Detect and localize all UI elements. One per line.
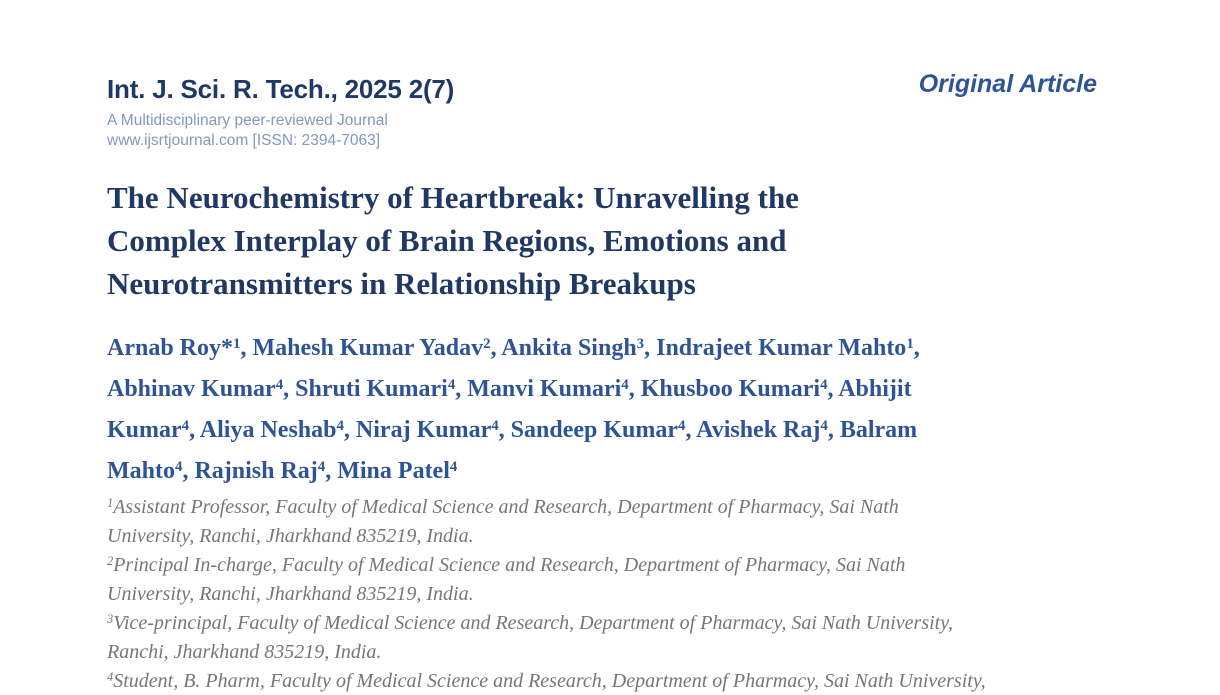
superscript-marker: 4 [175,458,183,475]
superscript-marker: 4 [491,417,499,434]
affiliation-line: $^3$Vice-principal, Faculty of Medical Science and Research, Department of Pharmacy, Sai Nath University, [107,612,953,634]
title-line: Neurotransmitters in Relationship Breakups [107,266,696,301]
superscript-marker: 4 [336,417,344,434]
journal-subtitle: A Multidisciplinary peer-reviewed Journal [107,112,388,129]
superscript-marker: 1 [107,496,114,511]
journal-title: Int. J. Sci. R. Tech., 2025 2(7) [107,74,455,104]
journal-url-issn: www.ijsrtjournal.com [ISSN: 2394-7063] [107,132,381,149]
superscript-marker: 3 [107,612,114,627]
author-line: Kumar$^4$, Aliya Neshab$^4$, Niraj Kumar$^4$, Sandeep Kumar$^4$, Avishek Raj$^4$, Balram [107,417,918,443]
affiliation-line: $^1$Assistant Professor, Faculty of Medical Science and Research, Department of Pharmacy, Sai Nath [107,496,899,518]
affiliation-list [107,493,1107,695]
author-list [107,328,1097,492]
superscript-marker: 4 [449,458,458,475]
superscript-marker: 4 [181,417,190,434]
superscript-marker: 4 [107,670,114,685]
affiliation-line: University, Ranchi, Jharkhand 835219, India. [107,583,474,605]
superscript-marker: 4 [447,376,456,393]
superscript-marker: 2 [107,554,114,569]
superscript-marker: 4 [820,417,828,434]
superscript-marker: 4 [317,458,326,475]
superscript-marker: 1 [906,335,914,352]
superscript-marker: 1 [233,335,241,352]
article-type-label: Original Article [918,70,1097,98]
author-line: Abhinav Kumar$^4$, Shruti Kumari$^4$, Manvi Kumari$^4$, Khusboo Kumari$^4$, Abhijit [107,376,912,402]
superscript-marker: 2 [483,335,491,352]
superscript-marker: 4 [678,417,686,434]
affiliation-line: $^4$Student, B. Pharm, Faculty of Medical Science and Research, Department of Pharmacy, Sai Nath University, [107,670,986,692]
author-line: Mahto$^4$, Rajnish Raj$^4$, Mina Patel$^4$ [107,458,458,484]
title-line: The Neurochemistry of Heartbreak: Unravelling the [107,180,799,215]
journal-header [107,74,454,151]
superscript-marker: 3 [636,335,645,352]
article-title [107,176,1027,305]
author-line: Arnab Roy*$^1$, Mahesh Kumar Yadav$^2$, Ankita Singh$^3$, Indrajeet Kumar Mahto$^1$, [107,335,920,361]
superscript-marker: 4 [275,376,284,393]
superscript-marker: 4 [820,376,828,393]
superscript-marker: 4 [621,376,629,393]
affiliation-line: University, Ranchi, Jharkhand 835219, India. [107,525,474,547]
affiliation-line: Ranchi, Jharkhand 835219, India. [107,641,382,663]
title-line: Complex Interplay of Brain Regions, Emotions and [107,223,787,258]
affiliation-line: $^2$Principal In-charge, Faculty of Medical Science and Research, Department of Pharmacy, Sai Nath [107,554,906,576]
